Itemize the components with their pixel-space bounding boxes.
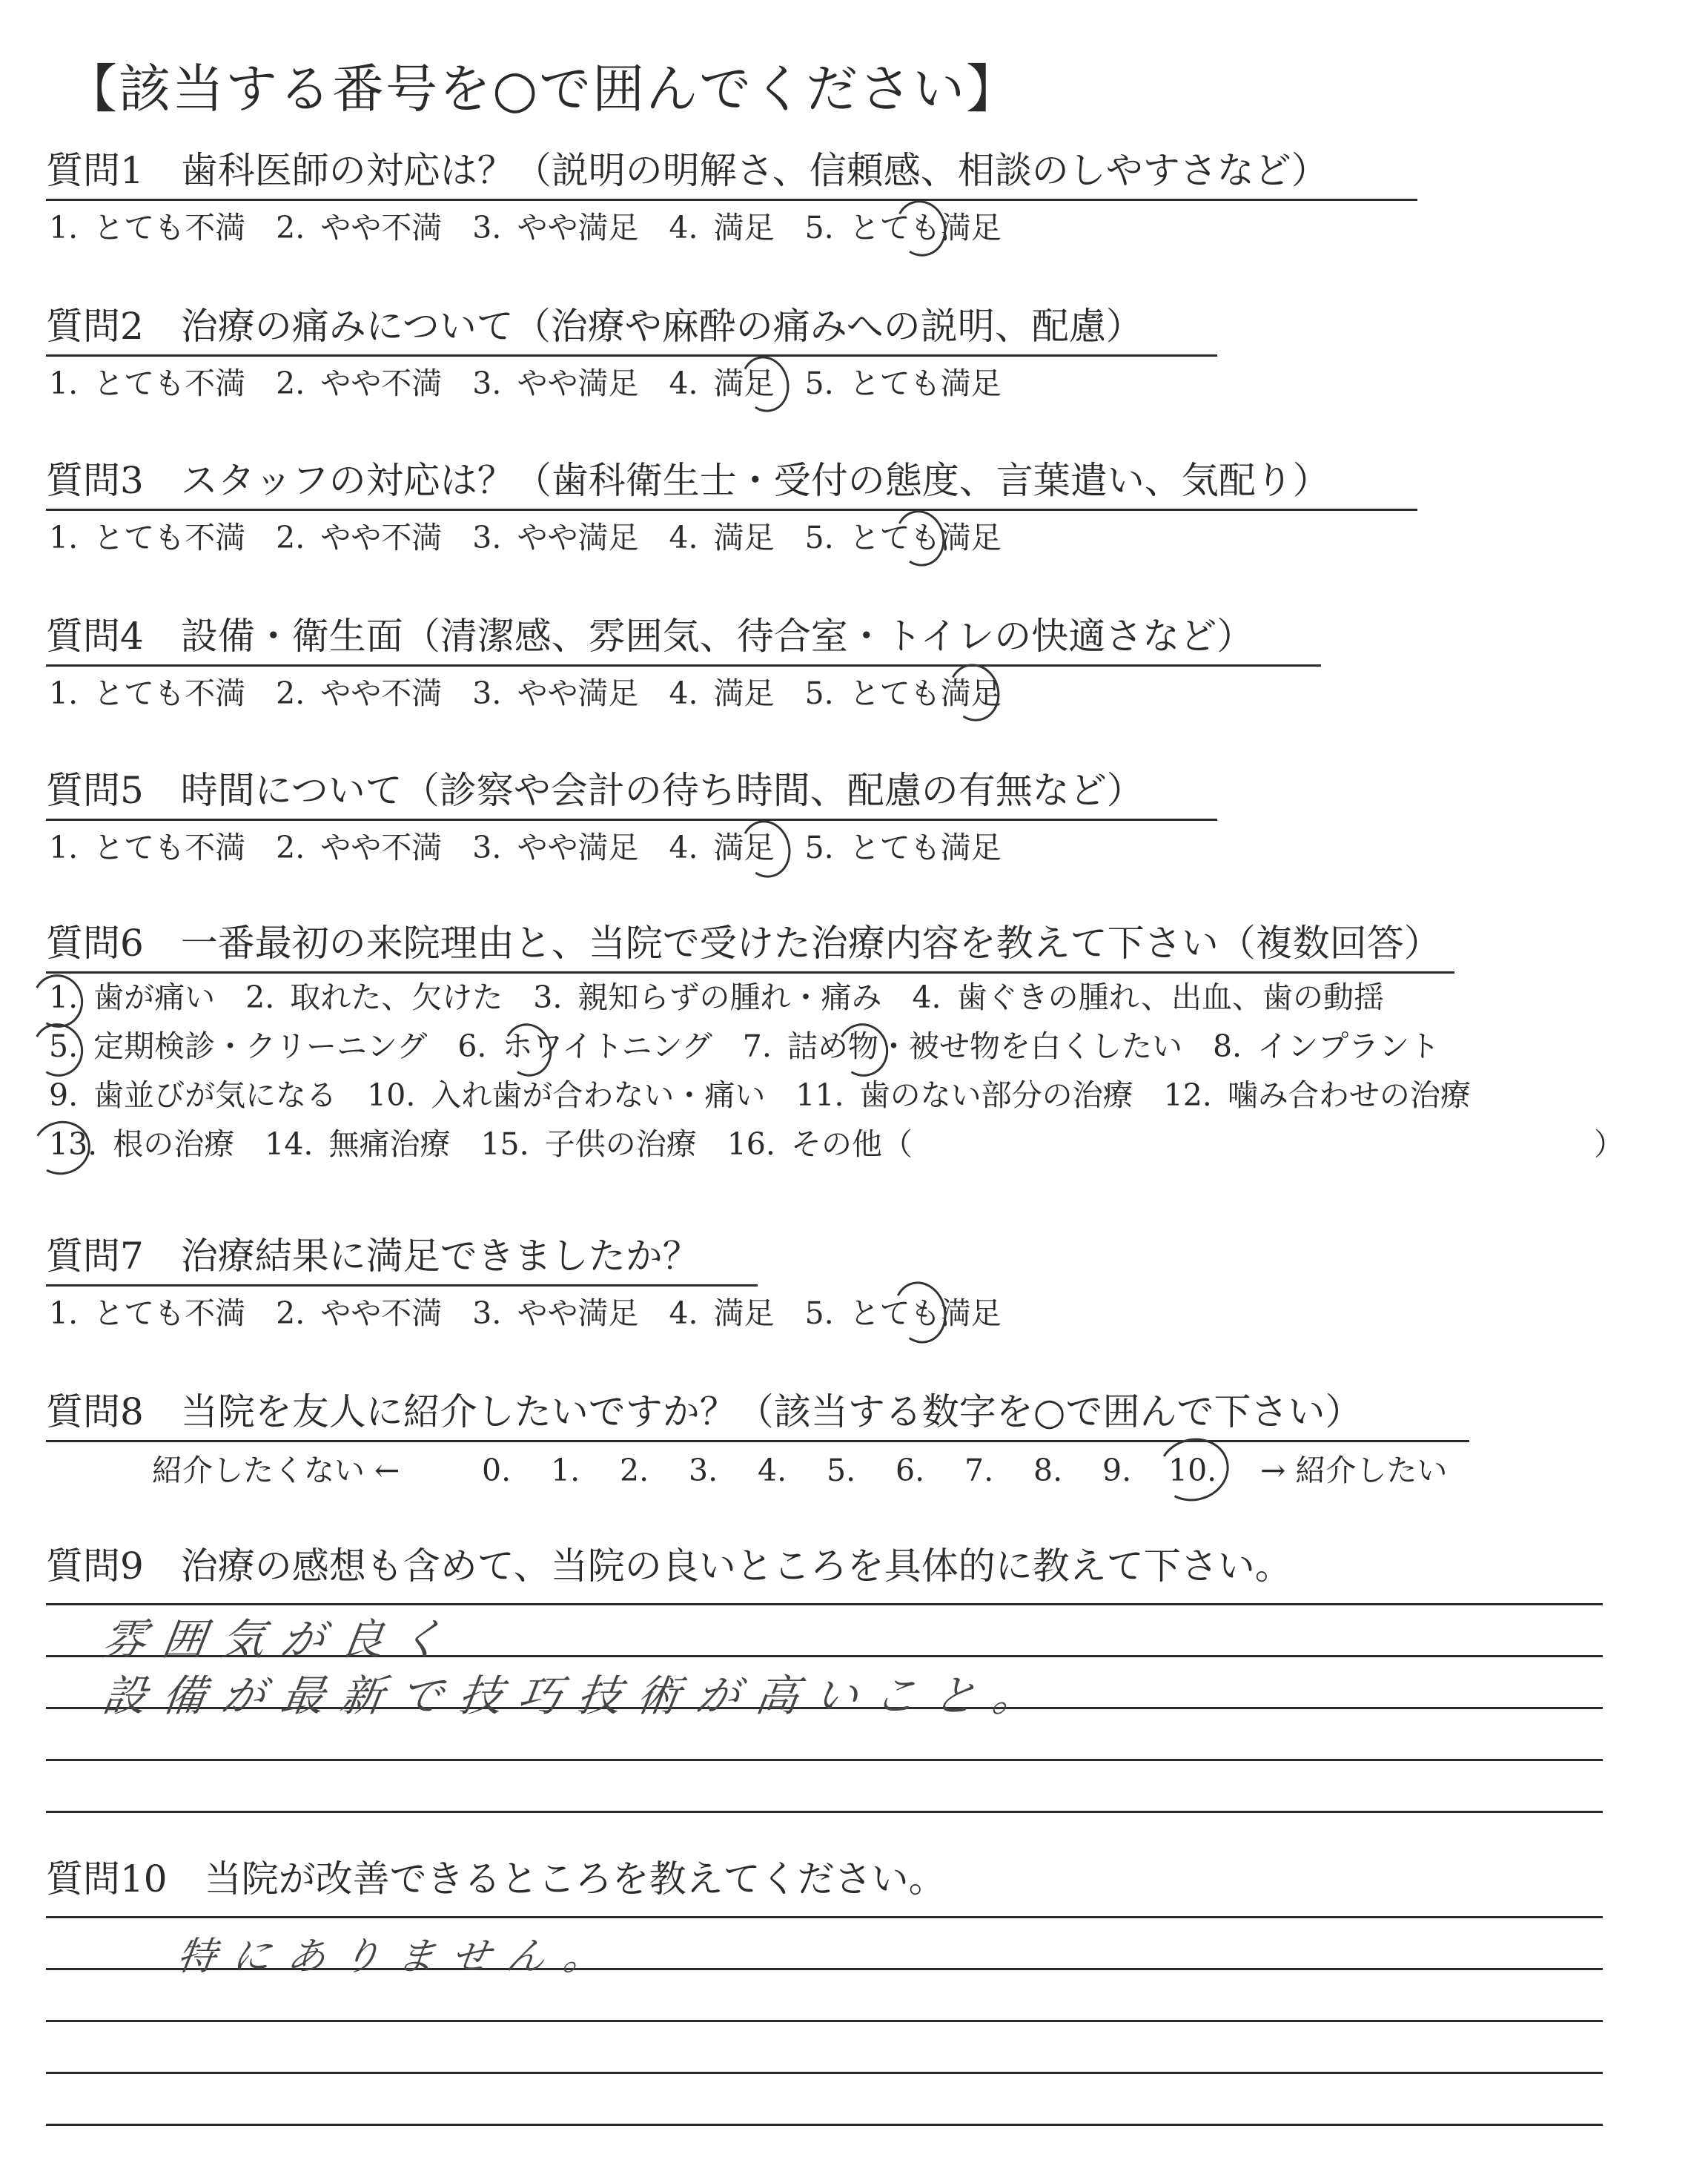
answer-circle-mark: [889, 505, 950, 572]
option-row: 13. 根の治療 14. 無痛治療 15. 子供の治療 16. その他（: [49, 1126, 913, 1162]
question-title: 質問6 一番最初の来院理由と、当院で受けた治療内容を教えて下さい（複数回答）: [46, 922, 1441, 965]
answer-circle-mark: [735, 351, 795, 417]
underline: [46, 354, 1217, 357]
answer-options: 1. とても不満 2. やや不満 3. やや満足 4. 満足 5. とても満足: [49, 830, 1002, 865]
question-title: 質問3 スタッフの対応は？（歯科衛生士・受付の態度、言葉遣い、気配り）: [46, 459, 1330, 502]
underline: [46, 1440, 1469, 1442]
answer-circle-mark: [735, 815, 797, 883]
answer-line: [46, 1916, 1603, 1918]
scale-number: 2.: [620, 1453, 649, 1488]
underline: [46, 971, 1454, 974]
survey-instruction: 【該当する番号を○で囲んでください】: [65, 59, 1020, 119]
underline: [46, 819, 1217, 821]
answer-circle-mark: [942, 658, 1006, 727]
scale-number: 1.: [551, 1453, 580, 1488]
handwritten-answer: 特にありません。: [174, 1935, 622, 1979]
answer-options: 1. とても不満 2. やや不満 3. やや満足 4. 満足 5. とても満足: [49, 676, 1002, 711]
answer-circle-mark: [27, 1114, 96, 1181]
option-row: 9. 歯並びが気になる 10. 入れ歯が合わない・痛い 11. 歯のない部分の治療 12. 噛み合わせの治療: [49, 1077, 1471, 1113]
close-paren: ）: [1594, 1126, 1624, 1162]
answer-options: 1. とても不満 2. やや不満 3. やや満足 4. 満足 5. とても満足: [49, 1295, 1002, 1331]
answer-circle-mark: [889, 194, 952, 262]
scale-number: 9.: [1102, 1453, 1132, 1488]
question-title: 質問9 治療の感想も含めて、当院の良いところを具体的に教えて下さい。: [46, 1545, 1292, 1588]
underline: [46, 664, 1321, 667]
answer-options: 1. とても不満 2. やや不満 3. やや満足 4. 満足 5. とても満足: [49, 520, 1002, 555]
handwritten-answer: 雰囲気が良く: [99, 1614, 463, 1665]
option-row: 1. 歯が痛い 2. 取れた、欠けた 3. 親知らずの腫れ・痛み 4. 歯ぐきの腫れ、出血、歯の動揺: [49, 980, 1385, 1015]
underline: [46, 1284, 758, 1287]
question-title: 質問7 治療結果に満足できましたか？: [46, 1235, 700, 1278]
scale-number: 5.: [827, 1453, 856, 1488]
scale-number: 10.: [1168, 1453, 1217, 1488]
scale-number: 4.: [758, 1453, 787, 1488]
answer-circle-mark: [887, 1275, 953, 1349]
scale-number: 8.: [1033, 1453, 1063, 1488]
handwritten-answer: 設備が最新で技巧技術が高いこと。: [99, 1671, 1056, 1721]
scale-right-label: → 紹介したい: [1260, 1453, 1448, 1488]
answer-line: [46, 2072, 1603, 2074]
answer-line: [46, 1759, 1603, 1761]
question-title: 質問2 治療の痛みについて（治療や麻酔の痛みへの説明、配慮）: [46, 305, 1143, 348]
underline: [46, 509, 1417, 511]
question-title: 質問1 歯科医師の対応は？（説明の明解さ、信頼感、相談のしやすさなど）: [46, 149, 1328, 192]
question-title: 質問4 設備・衛生面（清潔感、雰囲気、待合室・トイレの快適さなど）: [46, 615, 1254, 658]
question-title: 質問10 当院が改善できるところを教えてください。: [46, 1857, 946, 1900]
answer-options: 1. とても不満 2. やや不満 3. やや満足 4. 満足 5. とても満足: [49, 210, 1002, 245]
answer-line: [46, 1811, 1603, 1813]
scale-number: 3.: [689, 1453, 718, 1488]
answer-line: [46, 2124, 1603, 2126]
scale-number: 6.: [896, 1453, 925, 1488]
question-title: 質問5 時間について（診察や会計の待ち時間、配慮の有無など）: [46, 769, 1144, 812]
option-row: 5. 定期検診・クリーニング 6. ホワイトニング 7. 詰め物・被せ物を白くしたい 8. インプラント: [49, 1028, 1440, 1064]
underline: [46, 199, 1417, 201]
answer-options: 1. とても不満 2. やや不満 3. やや満足 4. 満足 5. とても満足: [49, 366, 1002, 401]
question-title: 質問8 当院を友人に紹介したいですか？（該当する数字を○で囲んで下さい）: [46, 1390, 1363, 1433]
scale-number: 0.: [482, 1453, 512, 1488]
answer-line: [46, 2020, 1603, 2022]
scale-number: 7.: [964, 1453, 994, 1488]
scale-left-label: 紹介したくない ←: [152, 1453, 400, 1488]
